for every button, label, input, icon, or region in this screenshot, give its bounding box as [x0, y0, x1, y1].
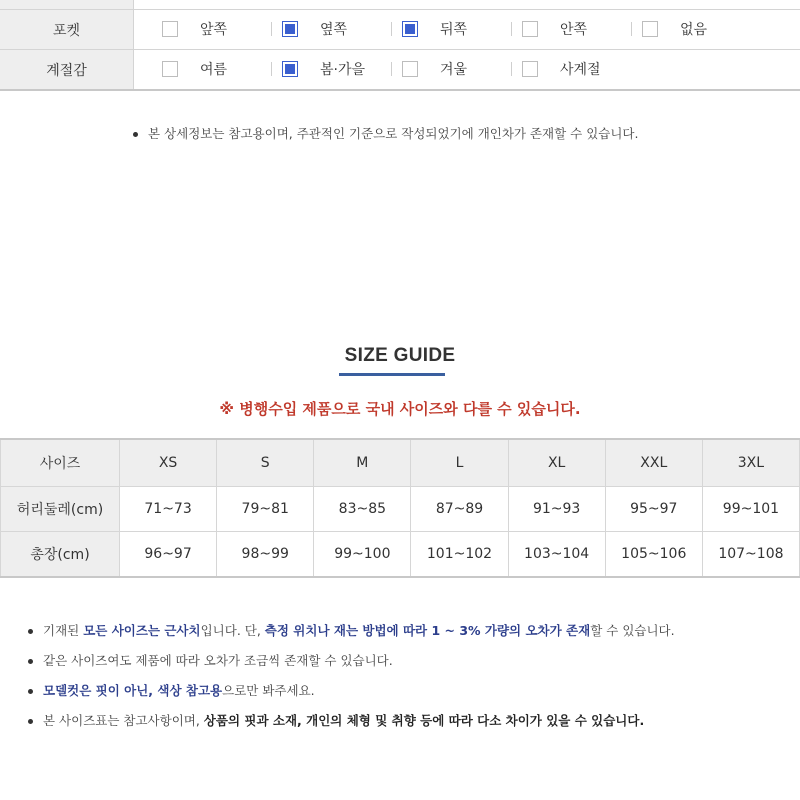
list-item	[28, 620, 675, 650]
header-size: XXL	[605, 439, 702, 487]
size-table	[0, 438, 800, 578]
checkbox[interactable]	[522, 21, 538, 37]
note-emphasis: 모델컷은 핏이 아닌, 색상 참고용	[43, 683, 223, 698]
detail-note-text: 본 상세정보는 참고용이며, 주관적인 기준으로 작성되었기에 개인차가 존재할 수 있습니다.	[148, 126, 639, 141]
option-pocket-back[interactable]	[402, 19, 522, 39]
divider	[271, 22, 272, 36]
divider	[511, 22, 512, 36]
divider	[391, 22, 392, 36]
table-cell: 103~104	[508, 532, 605, 578]
table-cell: 99~100	[314, 532, 411, 578]
header-size: M	[314, 439, 411, 487]
list-item	[28, 710, 675, 740]
row-label-waist: 허리둘레(cm)	[1, 487, 120, 532]
size-guide-title: SIZE GUIDE	[344, 345, 456, 366]
header-size: S	[217, 439, 314, 487]
title-underline	[339, 373, 445, 376]
header-size-label: 사이즈	[1, 439, 120, 487]
option-pocket-inside[interactable]	[522, 19, 642, 39]
option-pocket-side[interactable]	[282, 19, 402, 39]
checkbox[interactable]	[642, 21, 658, 37]
table-row	[1, 487, 800, 532]
row-label-length: 총장(cm)	[1, 532, 120, 578]
bullet-icon	[28, 719, 33, 724]
bullet-icon	[28, 629, 33, 634]
list-item	[28, 650, 675, 680]
option-season-spring-fall[interactable]	[282, 59, 402, 79]
option-label: 여름	[200, 61, 228, 78]
table-cell: 101~102	[411, 532, 508, 578]
option-label: 봄·가을	[320, 61, 366, 78]
table-header-row	[1, 439, 800, 487]
option-season-all[interactable]	[522, 59, 642, 79]
option-label: 앞쪽	[200, 21, 228, 38]
header-size: XL	[508, 439, 605, 487]
divider	[271, 62, 272, 76]
option-label: 뒤쪽	[440, 21, 468, 38]
table-cell: 105~106	[605, 532, 702, 578]
header-size: 3XL	[702, 439, 799, 487]
table-row	[1, 532, 800, 578]
table-cell	[0, 0, 134, 10]
bullet-icon	[28, 659, 33, 664]
table-cell: 71~73	[120, 487, 217, 532]
header-size: XS	[120, 439, 217, 487]
option-label: 안쪽	[560, 21, 588, 38]
table-cell	[134, 0, 800, 10]
bullet-icon	[133, 132, 138, 137]
option-label: 겨울	[440, 61, 468, 78]
note-text: 으로만 봐주세요.	[222, 683, 315, 698]
checkbox[interactable]	[162, 21, 178, 37]
note-emphasis: 상품의 핏과 소재, 개인의 체형 및 취향 등에 따라 다소 차이가 있을 수 있습니다.	[203, 713, 645, 728]
option-season-summer[interactable]	[162, 59, 282, 79]
note-text: 같은 사이즈여도 제품에 따라 오차가 조금씩 존재할 수 있습니다.	[43, 653, 393, 668]
table-cell: 91~93	[508, 487, 605, 532]
pocket-options	[134, 10, 800, 50]
table-cell: 99~101	[702, 487, 799, 532]
note-text: 기재된	[43, 623, 84, 638]
list-item	[28, 680, 675, 710]
table-cell: 83~85	[314, 487, 411, 532]
import-warning: ※ 병행수입 제품으로 국내 사이즈와 다를 수 있습니다.	[219, 400, 581, 418]
option-season-winter[interactable]	[402, 59, 522, 79]
table-cell: 95~97	[605, 487, 702, 532]
checkbox[interactable]	[402, 61, 418, 77]
option-label: 옆쪽	[320, 21, 348, 38]
divider	[511, 62, 512, 76]
table-cell: 87~89	[411, 487, 508, 532]
note-emphasis: 모든 사이즈는 근사치	[83, 623, 201, 638]
note-emphasis: 측정 위치나 재는 방법에 따라 1 ~ 3% 가량의 오차가 존재	[264, 623, 591, 638]
table-cell: 79~81	[217, 487, 314, 532]
table-cell: 98~99	[217, 532, 314, 578]
option-pocket-front[interactable]	[162, 19, 282, 39]
option-pocket-none[interactable]	[642, 19, 762, 39]
checkbox[interactable]	[522, 61, 538, 77]
table-cell: 96~97	[120, 532, 217, 578]
option-label: 없음	[680, 21, 708, 38]
table-cell: 107~108	[702, 532, 799, 578]
divider	[391, 62, 392, 76]
bullet-icon	[28, 689, 33, 694]
checkbox[interactable]	[402, 21, 418, 37]
checkbox[interactable]	[282, 21, 298, 37]
option-label: 사계절	[560, 61, 601, 78]
product-attribute-table	[0, 0, 800, 91]
note-text: 본 사이즈표는 참고사항이며,	[43, 713, 204, 728]
size-notes	[28, 620, 675, 740]
row-label-season: 계절감	[0, 50, 134, 91]
row-label-pocket: 포켓	[0, 10, 134, 50]
note-text: 할 수 있습니다.	[590, 623, 675, 638]
note-text: 입니다. 단,	[200, 623, 265, 638]
detail-note	[133, 124, 638, 142]
season-options	[134, 50, 800, 91]
header-size: L	[411, 439, 508, 487]
checkbox[interactable]	[162, 61, 178, 77]
divider	[631, 22, 632, 36]
checkbox[interactable]	[282, 61, 298, 77]
